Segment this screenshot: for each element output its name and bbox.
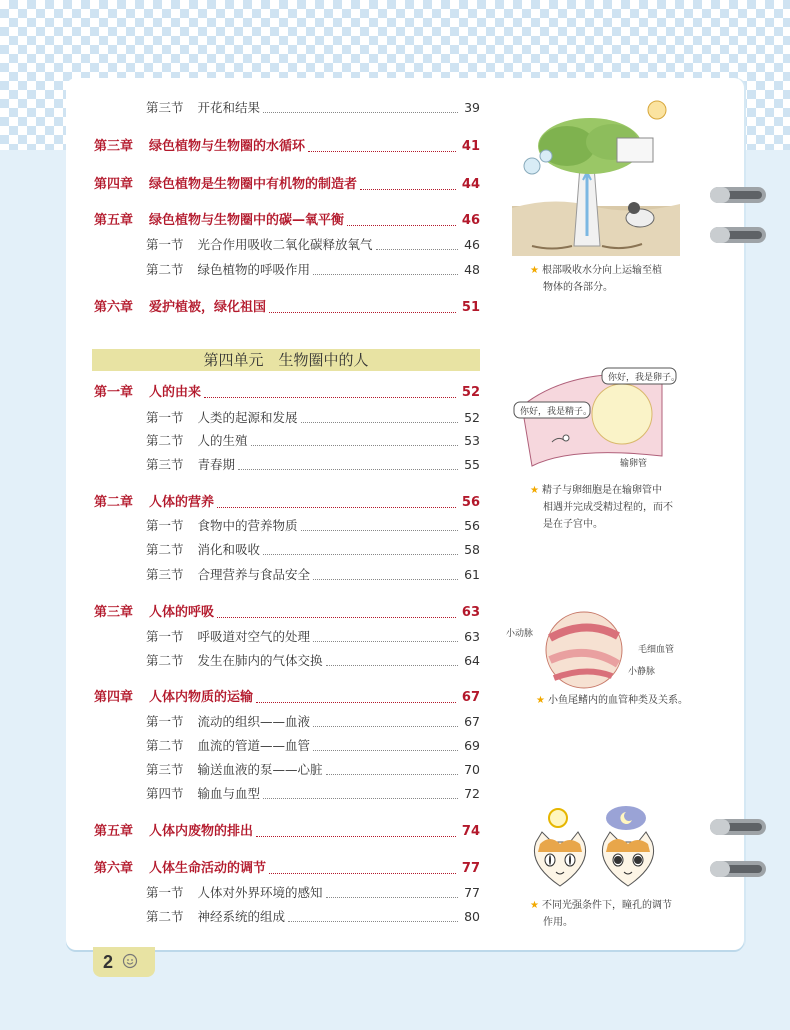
binder-ring bbox=[708, 184, 768, 208]
toc-leader-dots bbox=[308, 150, 456, 152]
toc-leader-dots bbox=[301, 529, 459, 531]
toc-title: 神经系统的组成 bbox=[197, 909, 286, 924]
toc-page-number: 53 bbox=[464, 433, 480, 448]
toc-page-number: 64 bbox=[464, 653, 480, 668]
caption-egg-line2: 相遇并完成受精过程的，而不 bbox=[543, 502, 673, 513]
toc-page-number: 52 bbox=[464, 410, 480, 425]
toc-section-row[interactable] bbox=[146, 760, 480, 780]
binder-ring bbox=[708, 224, 768, 248]
toc-leader-dots bbox=[313, 578, 458, 580]
toc-page-number: 77 bbox=[464, 885, 480, 900]
toc-section-row[interactable] bbox=[146, 98, 480, 118]
toc-label: 第三章 bbox=[94, 139, 134, 154]
star-icon: ★ bbox=[530, 900, 539, 911]
toc-section-row[interactable] bbox=[146, 907, 480, 927]
toc-label: 第三节 bbox=[146, 567, 184, 582]
smile-icon bbox=[122, 953, 138, 969]
toc-page-number: 56 bbox=[464, 518, 480, 533]
caption-egg-line1: 精子与卵细胞是在输卵管中 bbox=[541, 485, 662, 496]
toc-label: 第三节 bbox=[146, 457, 184, 472]
toc-label: 第四章 bbox=[94, 690, 134, 705]
toc-leader-dots bbox=[263, 797, 458, 799]
toc-leader-dots bbox=[217, 616, 456, 618]
toc-label: 第二节 bbox=[146, 542, 184, 557]
toc-chapter-row[interactable] bbox=[94, 175, 480, 195]
toc-title: 合理营养与食品安全 bbox=[197, 567, 311, 582]
toc-chapter-row[interactable] bbox=[94, 298, 480, 318]
toc-page-number: 61 bbox=[464, 567, 480, 582]
toc-page-number: 51 bbox=[461, 300, 480, 315]
toc-label: 第一节 bbox=[146, 410, 184, 425]
caption-cat bbox=[530, 897, 672, 931]
caption-vessel bbox=[536, 692, 688, 709]
toc-leader-dots bbox=[347, 224, 456, 226]
toc-leader-dots bbox=[251, 444, 459, 446]
toc-label: 第四章 bbox=[94, 177, 134, 192]
star-icon: ★ bbox=[530, 485, 539, 496]
toc-label: 第二节 bbox=[146, 909, 184, 924]
toc-label: 第四节 bbox=[146, 786, 184, 801]
toc-label: 第五章 bbox=[94, 213, 134, 228]
toc-chapter-row[interactable] bbox=[94, 211, 480, 231]
caption-cat-line1: 不同光强条件下，瞳孔的调节 bbox=[541, 900, 672, 911]
toc-page-number: 69 bbox=[464, 738, 480, 753]
toc-title: 血流的管道——血管 bbox=[197, 738, 311, 753]
toc-page-number: 58 bbox=[464, 542, 480, 557]
toc-label: 第三章 bbox=[94, 605, 134, 620]
toc-section-row[interactable] bbox=[146, 712, 480, 732]
toc-chapter-row[interactable] bbox=[94, 859, 480, 879]
caption-vessel-line1: 小鱼尾鳍内的血管种类及关系。 bbox=[547, 695, 688, 706]
toc-section-row[interactable] bbox=[146, 883, 480, 903]
cat-pupil-illustration bbox=[530, 804, 662, 894]
oviduct-label: 输卵管 bbox=[620, 459, 648, 469]
toc-label: 第三节 bbox=[146, 762, 184, 777]
blood-vessel-illustration bbox=[506, 608, 696, 692]
toc-leader-dots bbox=[313, 749, 458, 751]
toc-label: 第二节 bbox=[146, 433, 184, 448]
caption-tree bbox=[530, 262, 662, 296]
page-number: 2 bbox=[103, 952, 114, 972]
caption-egg bbox=[530, 482, 673, 533]
toc-label: 第三节 bbox=[146, 100, 184, 115]
toc-title: 人体内物质的运输 bbox=[149, 690, 254, 705]
toc-page-number: 67 bbox=[464, 714, 480, 729]
egg-speech-text: 你好，我是卵子。 bbox=[608, 373, 681, 383]
toc-label: 第一章 bbox=[94, 385, 134, 400]
toc-title: 绿色植物与生物圈的水循环 bbox=[149, 139, 306, 154]
toc-title: 爱护植被，绿化祖国 bbox=[149, 300, 267, 315]
toc-label: 第二节 bbox=[146, 738, 184, 753]
toc-leader-dots bbox=[326, 896, 459, 898]
caption-egg-line3: 是在子宫中。 bbox=[543, 519, 603, 530]
arteriole-label: 小动脉 bbox=[506, 629, 534, 639]
toc-page-number: 39 bbox=[464, 100, 480, 115]
toc-title: 绿色植物是生物圈中有机物的制造者 bbox=[149, 177, 358, 192]
toc-title: 输送血液的泵——心脏 bbox=[197, 762, 323, 777]
toc-leader-dots bbox=[326, 664, 459, 666]
toc-leader-dots bbox=[313, 640, 458, 642]
toc-leader-dots bbox=[269, 311, 456, 313]
sperm-speech-text: 你好，我是精子。 bbox=[520, 407, 593, 417]
toc-label: 第六章 bbox=[94, 300, 134, 315]
toc-page-number: 55 bbox=[464, 457, 480, 472]
toc-label: 第五章 bbox=[94, 824, 134, 839]
toc-section-row[interactable] bbox=[146, 235, 480, 255]
toc-leader-dots bbox=[360, 188, 456, 190]
venule-label: 小静脉 bbox=[628, 667, 656, 677]
toc-label: 第二章 bbox=[94, 495, 134, 510]
toc-section-row[interactable] bbox=[146, 516, 480, 536]
toc-title: 人体内废物的排出 bbox=[149, 824, 254, 839]
toc-title: 人体的营养 bbox=[149, 495, 215, 510]
toc-title: 绿色植物的呼吸作用 bbox=[197, 262, 311, 277]
toc-leader-dots bbox=[376, 248, 459, 250]
toc-page-number: 46 bbox=[464, 237, 480, 252]
unit-heading: 第四单元 生物圈中的人 bbox=[92, 349, 480, 371]
toc-chapter-row[interactable] bbox=[94, 822, 480, 842]
toc-label: 第二节 bbox=[146, 653, 184, 668]
capillary-label: 毛细血管 bbox=[638, 645, 675, 655]
toc-leader-dots bbox=[217, 506, 456, 508]
toc-page-number: 63 bbox=[461, 605, 480, 620]
toc-section-row[interactable] bbox=[146, 260, 480, 280]
toc-label: 第二节 bbox=[146, 262, 184, 277]
toc-title: 光合作用吸收二氧化碳释放氧气 bbox=[197, 237, 373, 252]
star-icon: ★ bbox=[530, 265, 539, 276]
toc-leader-dots bbox=[313, 725, 458, 727]
binder-ring bbox=[708, 816, 768, 840]
toc-leader-dots bbox=[326, 773, 459, 775]
toc-page-number: 46 bbox=[461, 213, 480, 228]
toc-page-number: 56 bbox=[461, 495, 480, 510]
toc-page-number: 67 bbox=[461, 690, 480, 705]
toc-label: 第六章 bbox=[94, 861, 134, 876]
toc-page-number: 74 bbox=[461, 824, 480, 839]
toc-leader-dots bbox=[238, 468, 458, 470]
toc-page-number: 41 bbox=[461, 139, 480, 154]
toc-title: 青春期 bbox=[197, 457, 236, 472]
tree-illustration bbox=[512, 96, 680, 258]
toc-page-number: 80 bbox=[464, 909, 480, 924]
toc-section-row[interactable] bbox=[146, 651, 480, 671]
toc-page-number: 48 bbox=[464, 262, 480, 277]
toc-leader-dots bbox=[263, 111, 458, 113]
toc-leader-dots bbox=[313, 273, 458, 275]
toc-section-row[interactable] bbox=[146, 784, 480, 804]
toc-section-row[interactable] bbox=[146, 408, 480, 428]
toc-title: 食物中的营养物质 bbox=[197, 518, 298, 533]
toc-label: 第一节 bbox=[146, 885, 184, 900]
toc-section-row[interactable] bbox=[146, 565, 480, 585]
toc-chapter-row[interactable] bbox=[94, 383, 480, 403]
toc-section-row[interactable] bbox=[146, 431, 480, 451]
toc-leader-dots bbox=[263, 553, 458, 555]
toc-title: 绿色植物与生物圈中的碳—氧平衡 bbox=[149, 213, 345, 228]
toc-page-number: 77 bbox=[461, 861, 480, 876]
toc-label: 第一节 bbox=[146, 714, 184, 729]
toc-leader-dots bbox=[288, 920, 458, 922]
toc-chapter-row[interactable] bbox=[94, 603, 480, 623]
toc-page-number: 44 bbox=[461, 177, 480, 192]
caption-tree-line2: 物体的各部分。 bbox=[543, 282, 613, 293]
toc-section-row[interactable] bbox=[146, 455, 480, 475]
toc-leader-dots bbox=[256, 835, 456, 837]
binder-ring bbox=[708, 858, 768, 882]
toc-title: 人体对外界环境的感知 bbox=[197, 885, 323, 900]
toc-section-row[interactable] bbox=[146, 540, 480, 560]
toc-leader-dots bbox=[301, 421, 459, 423]
toc-title: 人类的起源和发展 bbox=[197, 410, 298, 425]
star-icon: ★ bbox=[536, 695, 545, 706]
toc-page-number: 63 bbox=[464, 629, 480, 644]
toc-chapter-row[interactable] bbox=[94, 688, 480, 708]
toc-chapter-row[interactable] bbox=[94, 137, 480, 157]
toc-page-number: 52 bbox=[461, 385, 480, 400]
toc-section-row[interactable] bbox=[146, 736, 480, 756]
toc-title: 输血与血型 bbox=[197, 786, 261, 801]
toc-title: 人体的呼吸 bbox=[149, 605, 215, 620]
toc-leader-dots bbox=[269, 872, 456, 874]
toc-label: 第一节 bbox=[146, 237, 184, 252]
toc-title: 呼吸道对空气的处理 bbox=[197, 629, 311, 644]
toc-leader-dots bbox=[204, 396, 456, 398]
caption-cat-line2: 作用。 bbox=[543, 917, 573, 928]
caption-tree-line1: 根部吸收水分向上运输至植 bbox=[541, 265, 662, 276]
toc-title: 流动的组织——血液 bbox=[197, 714, 311, 729]
toc-section-row[interactable] bbox=[146, 627, 480, 647]
toc-leader-dots bbox=[256, 701, 456, 703]
toc-title: 人体生命活动的调节 bbox=[149, 861, 267, 876]
toc-title: 人的由来 bbox=[149, 385, 202, 400]
toc-chapter-row[interactable] bbox=[94, 493, 480, 513]
toc-title: 消化和吸收 bbox=[197, 542, 261, 557]
toc-page-number: 70 bbox=[464, 762, 480, 777]
toc-title: 人的生殖 bbox=[197, 433, 248, 448]
toc-label: 第一节 bbox=[146, 518, 184, 533]
toc-title: 开花和结果 bbox=[197, 100, 261, 115]
toc-title: 发生在肺内的气体交换 bbox=[197, 653, 323, 668]
toc-page-number: 72 bbox=[464, 786, 480, 801]
toc-label: 第一节 bbox=[146, 629, 184, 644]
egg-sperm-illustration bbox=[512, 366, 682, 472]
